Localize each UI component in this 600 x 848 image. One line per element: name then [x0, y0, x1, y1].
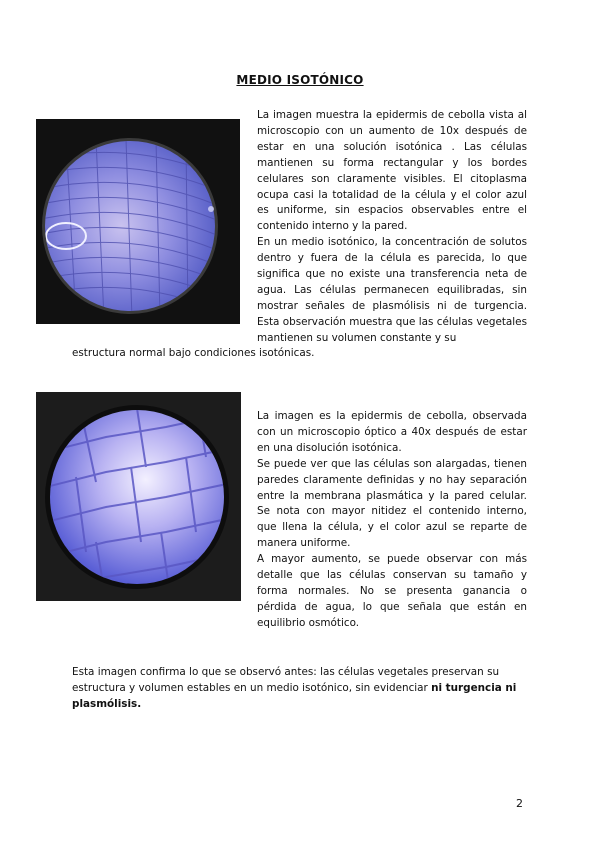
microscope-image-40x [36, 392, 241, 601]
section1-right-text [257, 108, 527, 347]
page-title: MEDIO ISOTÓNICO [236, 73, 364, 87]
microscope-image-10x [36, 119, 240, 324]
section1-paragraph-2: En un medio isotónico, la concentración de solutos dentro y fuera de la célula es parecida, lo que significa que no existe una transferencia neta de agua. Las células permanecen equilibradas, sin mostrar señales de plasmólisis ni de turgencia. Esta observación muestra que las células vegetales mantienen su volumen constante y su [257, 236, 527, 344]
section2-paragraph-1: La imagen es la epidermis de cebolla, observada con un microscopio óptico a 40x después de estar en una disolución isotónica. [257, 410, 527, 454]
conclusion-paragraph [72, 665, 532, 713]
conclusion-bold-text: ni turgencia ni plasmólisis. [72, 681, 517, 710]
section2-text [257, 409, 527, 632]
section2-paragraph-3: A mayor aumento, se puede observar con más detalle que las células conservan su tamaño y forma normales. No se presenta ganancia o pérdida de agua, lo que señala que están en equilibrio osmótico. [257, 553, 527, 629]
page-number: 2 [516, 797, 523, 810]
section2-paragraph-2: Se puede ver que las células son alargadas, tienen paredes claramente definidas y no hay separación entre la membrana plasmática y la pared celular. Se nota con mayor nitidez el contenido interno, que llena la célula, y el color azul se reparte de manera uniforme. [257, 457, 527, 550]
conclusion-text: Esta imagen confirma lo que se observó antes: las células vegetales preservan su estructura y volumen estables en un medio isotónico, sin evidenciar [72, 666, 500, 694]
section1-full-text: estructura normal bajo condiciones isotónicas. [72, 347, 315, 359]
section1-paragraph-1: La imagen muestra la epidermis de cebolla vista al microscopio con un aumento de 10x después de estar en una solución isotónica . Las células mantienen su forma rectangular y los bordes celulares son claramente visibles. El citoplasma ocupa casi la totalidad de la célula y el color azul es uniforme, sin espacios observables entre el contenido interno y la pared. [257, 109, 527, 233]
